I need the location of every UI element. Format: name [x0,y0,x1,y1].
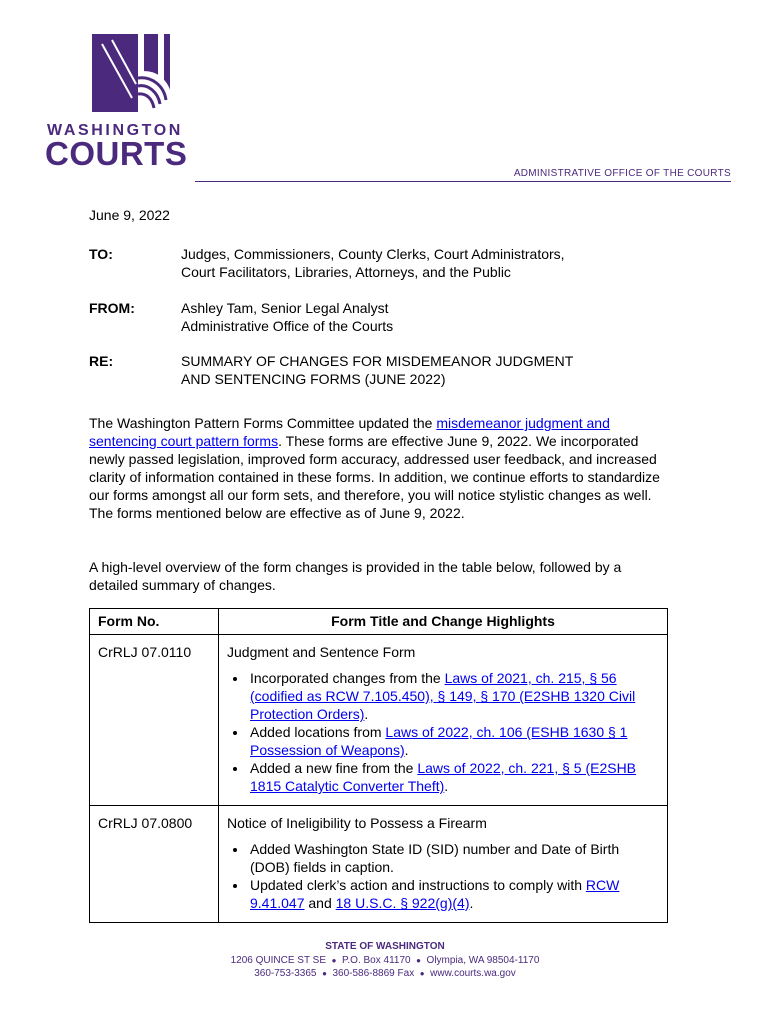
courts-emblem-icon [92,34,194,112]
bullet-text-end: . [404,742,409,758]
table-row [90,806,668,923]
bullet-text: Incorporated changes from the [250,670,445,686]
logo-text-washington: WASHINGTON [47,122,183,139]
footer-website: www.courts.wa.gov [430,968,516,979]
col-header-form-no: Form No. [90,609,219,635]
footer-address [0,954,770,967]
footer-contact [0,967,770,980]
form-title: Notice of Ineligibility to Possess a Firearm [227,815,487,831]
footer-po-box: P.O. Box 41170 [342,955,411,966]
forms-link[interactable]: misdemeanor judgment and sentencing court pattern forms [89,415,610,449]
separator-dot-icon: ● [419,969,425,978]
list-item [248,669,659,723]
intro-text-rest: . These forms are effective June 9, 2022. We incorporated newly passed legislation, improved form accuracy, addressed user feedback, and increased clarity of information contained in these forms. In addition, we continue efforts to standardize our forms amongst all our form sets, and therefore, you will notice stylistic changes as well. The forms mentioned below are effective as of June 9, 2022. [89,433,660,521]
re-label: RE: [89,353,114,369]
re-line-2: AND SENTENCING FORMS (JUNE 2022) [181,371,446,387]
memo-date: June 9, 2022 [89,207,170,223]
list-item [248,723,659,759]
usc-link[interactable]: 18 U.S.C. § 922(g)(4) [335,895,470,911]
form-title: Judgment and Sentence Form [227,644,416,660]
list-item [248,759,659,795]
form-changes-table [89,608,668,923]
form-number-cell: CrRLJ 07.0800 [90,806,219,923]
bullet-text-mid: and [304,895,336,911]
list-item [248,876,659,912]
re-subject [181,352,681,388]
bullet-text: Added locations from [250,724,386,740]
separator-dot-icon: ● [322,969,327,978]
footer-fax: 360-586-8869 Fax [332,968,415,979]
to-line-2: Court Facilitators, Libraries, Attorneys, and the Public [181,264,511,280]
form-number-cell: CrRLJ 07.0110 [90,635,219,806]
law-link[interactable]: Laws of 2021, ch. 215, § 56 (codified as RCW 7.105.450), § 149, § 170 (E2SHB 1320 Civil Protection Orders) [250,670,636,722]
bullet-text-end: . [444,778,449,794]
header-divider [195,181,731,182]
bullet-text: Added a new fine from the [250,760,418,776]
table-header-row [90,609,668,635]
change-list [227,669,659,795]
overview-paragraph: A high-level overview of the form changes is provided in the table below, followed by a detailed summary of changes. [89,559,622,593]
bullet-text-end: . [364,706,369,722]
to-label: TO: [89,246,113,262]
intro-text-start: The Washington Pattern Forms Committee updated the [89,415,437,431]
to-recipients [181,245,681,281]
footer-phone: 360-753-3365 [254,968,317,979]
law-link[interactable]: Laws of 2022, ch. 106 (ESHB 1630 § 1 Possession of Weapons) [250,724,628,758]
footer-city: Olympia, WA 98504-1170 [426,955,540,966]
table-row [90,635,668,806]
re-line-1: SUMMARY OF CHANGES FOR MISDEMEANOR JUDGMENT [181,353,574,369]
office-label: ADMINISTRATIVE OFFICE OF THE COURTS [513,168,731,179]
from-line-2: Administrative Office of the Courts [181,318,394,334]
footer-street: 1206 QUINCE ST SE [230,955,327,966]
from-line-1: Ashley Tam, Senior Legal Analyst [181,300,389,316]
bullet-text-end: . [469,895,474,911]
footer-state: STATE OF WASHINGTON [325,941,445,952]
to-line-1: Judges, Commissioners, County Clerks, Court Administrators, [181,246,565,262]
law-link[interactable]: Laws of 2022, ch. 221, § 5 (E2SHB 1815 Catalytic Converter Theft) [250,760,637,794]
from-sender [181,299,681,335]
col-header-title: Form Title and Change Highlights [219,609,668,635]
separator-dot-icon: ● [331,956,337,965]
form-description-cell [219,806,668,923]
list-item: • Added Washington State ID (SID) number and Date of Birth (DOB) fields in caption. [248,840,659,876]
intro-paragraph [89,414,669,522]
rcw-link[interactable]: RCW 9.41.047 [250,877,620,911]
bullet-text: Updated clerk’s action and instructions to comply with [250,877,586,893]
change-list [227,840,659,912]
form-description-cell [219,635,668,806]
logo-text-courts: COURTS [45,135,188,172]
separator-dot-icon: ● [416,956,421,965]
from-label: FROM: [89,300,135,316]
washington-courts-logo [47,34,197,174]
